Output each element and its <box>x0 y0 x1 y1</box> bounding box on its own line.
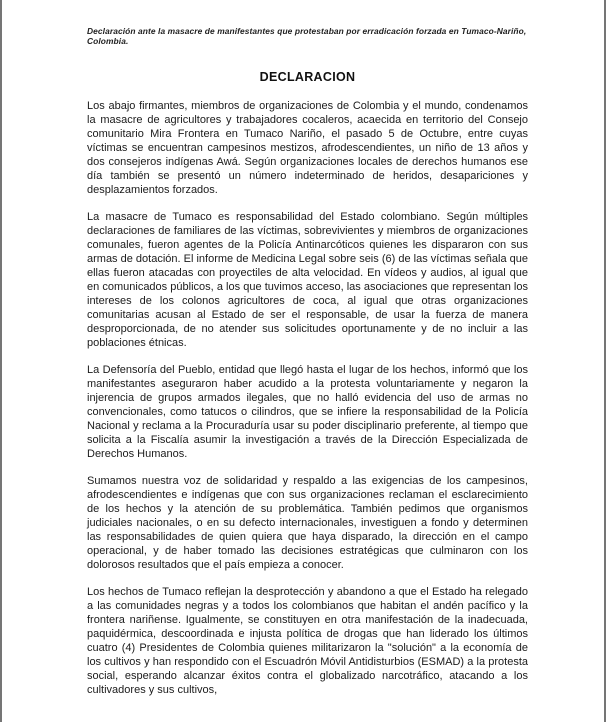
paragraph-5: Los hechos de Tumaco reflejan la desprotección y abandono a que el Estado ha relegado a las comunidades negras y a todos los colombianos que habitan el andén pacífico y la frontera nariñense. Igualmente, se constituyen en otra manifestación de la inadecuada, paquidérmica, descoordinada e injusta política de drogas que han liderado los últimos cuatro (4) Presidentes de Colombia quienes militarizaron la "solución" a la economía de los cultivos y han respondido con el Escuadrón Móvil Antidisturbios (ESMAD) a la protesta social, esperando alcanzar éxitos contra el globalizado narcotráfico, atacando a los cultivadores y sus cultivos, <box>87 586 528 696</box>
paragraph-1: Los abajo firmantes, miembros de organizaciones de Colombia y el mundo, condenamos la masacre de agricultores y trabajadores cocaleros, acaecida en territorio del Consejo comunitario Mira Frontera en Tumaco Nariño, el pasado 5 de Octubre, entre cuyas víctimas se encuentran campesinos mestizos, afrodescendientes, un niño de 13 años y dos consejeros indígenas Awá. Según organizaciones locales de derechos humanos ese día también se presentó un número indeterminado de heridos, desapariciones y desplazamientos forzados. <box>87 100 528 196</box>
document-content <box>87 0 528 697</box>
paragraph-4: Sumamos nuestra voz de solidaridad y respaldo a las exigencias de los campesinos, afrodescendientes e indígenas que con sus organizaciones reclaman el esclarecimiento de los hechos y la atención de su problemática. También pedimos que organismos judiciales nacionales, o en su defecto internacionales, investiguen a fondo y determinen las responsabilidades de quien quiera que haya disparado, la dirección en el campo operacional, y de haber tomado las decisiones estratégicas que culminaron con los dolorosos resultados que el país empieza a conocer. <box>87 475 528 571</box>
page-border-right <box>604 0 606 722</box>
page-border-left <box>0 0 2 722</box>
document-subtitle: Declaración ante la masacre de manifestantes que protestaban por erradicación forzada en Tumaco-Nariño, Colombia. <box>87 26 527 46</box>
document-body <box>87 99 528 697</box>
document-title: DECLARACION <box>259 70 356 84</box>
paragraph-2: La masacre de Tumaco es responsabilidad del Estado colombiano. Según múltiples declaraciones de familiares de las víctimas, sobrevivientes y miembros de organizaciones comunales, fueron agentes de la Policía Antinarcóticos quienes les dispararon con sus armas de dotación. El informe de Medicina Legal sobre seis (6) de las víctimas señala que ellas fueron atacadas con proyectiles de alta velocidad. En vídeos y audios, al igual que en comunicados públicos, a los que tuvimos acceso, las asociaciones que representan los intereses de los colonos agricultores de coca, al igual que otras organizaciones comunitarias acusan al Estado de ser el responsable, de usar la fuerza de manera desproporcionada, de no atender sus solicitudes oportunamente y de no incluir a las poblaciones étnicas. <box>87 211 528 349</box>
paragraph-3: La Defensoría del Pueblo, entidad que llegó hasta el lugar de los hechos, informó que los manifestantes aseguraron haber acudido a la protesta voluntariamente y negaron la injerencia de grupos armados ilegales, que no halló evidencia del uso de armas no convencionales, como tatucos o cilindros, que se infiere la responsabilidad de la Policía Nacional y reclama a la Procuraduría usar su poder disciplinario preferente, al tiempo que solicita a la Fiscalía asumir la investigación a través de la Dirección Especializada de Derechos Humanos. <box>87 364 528 460</box>
